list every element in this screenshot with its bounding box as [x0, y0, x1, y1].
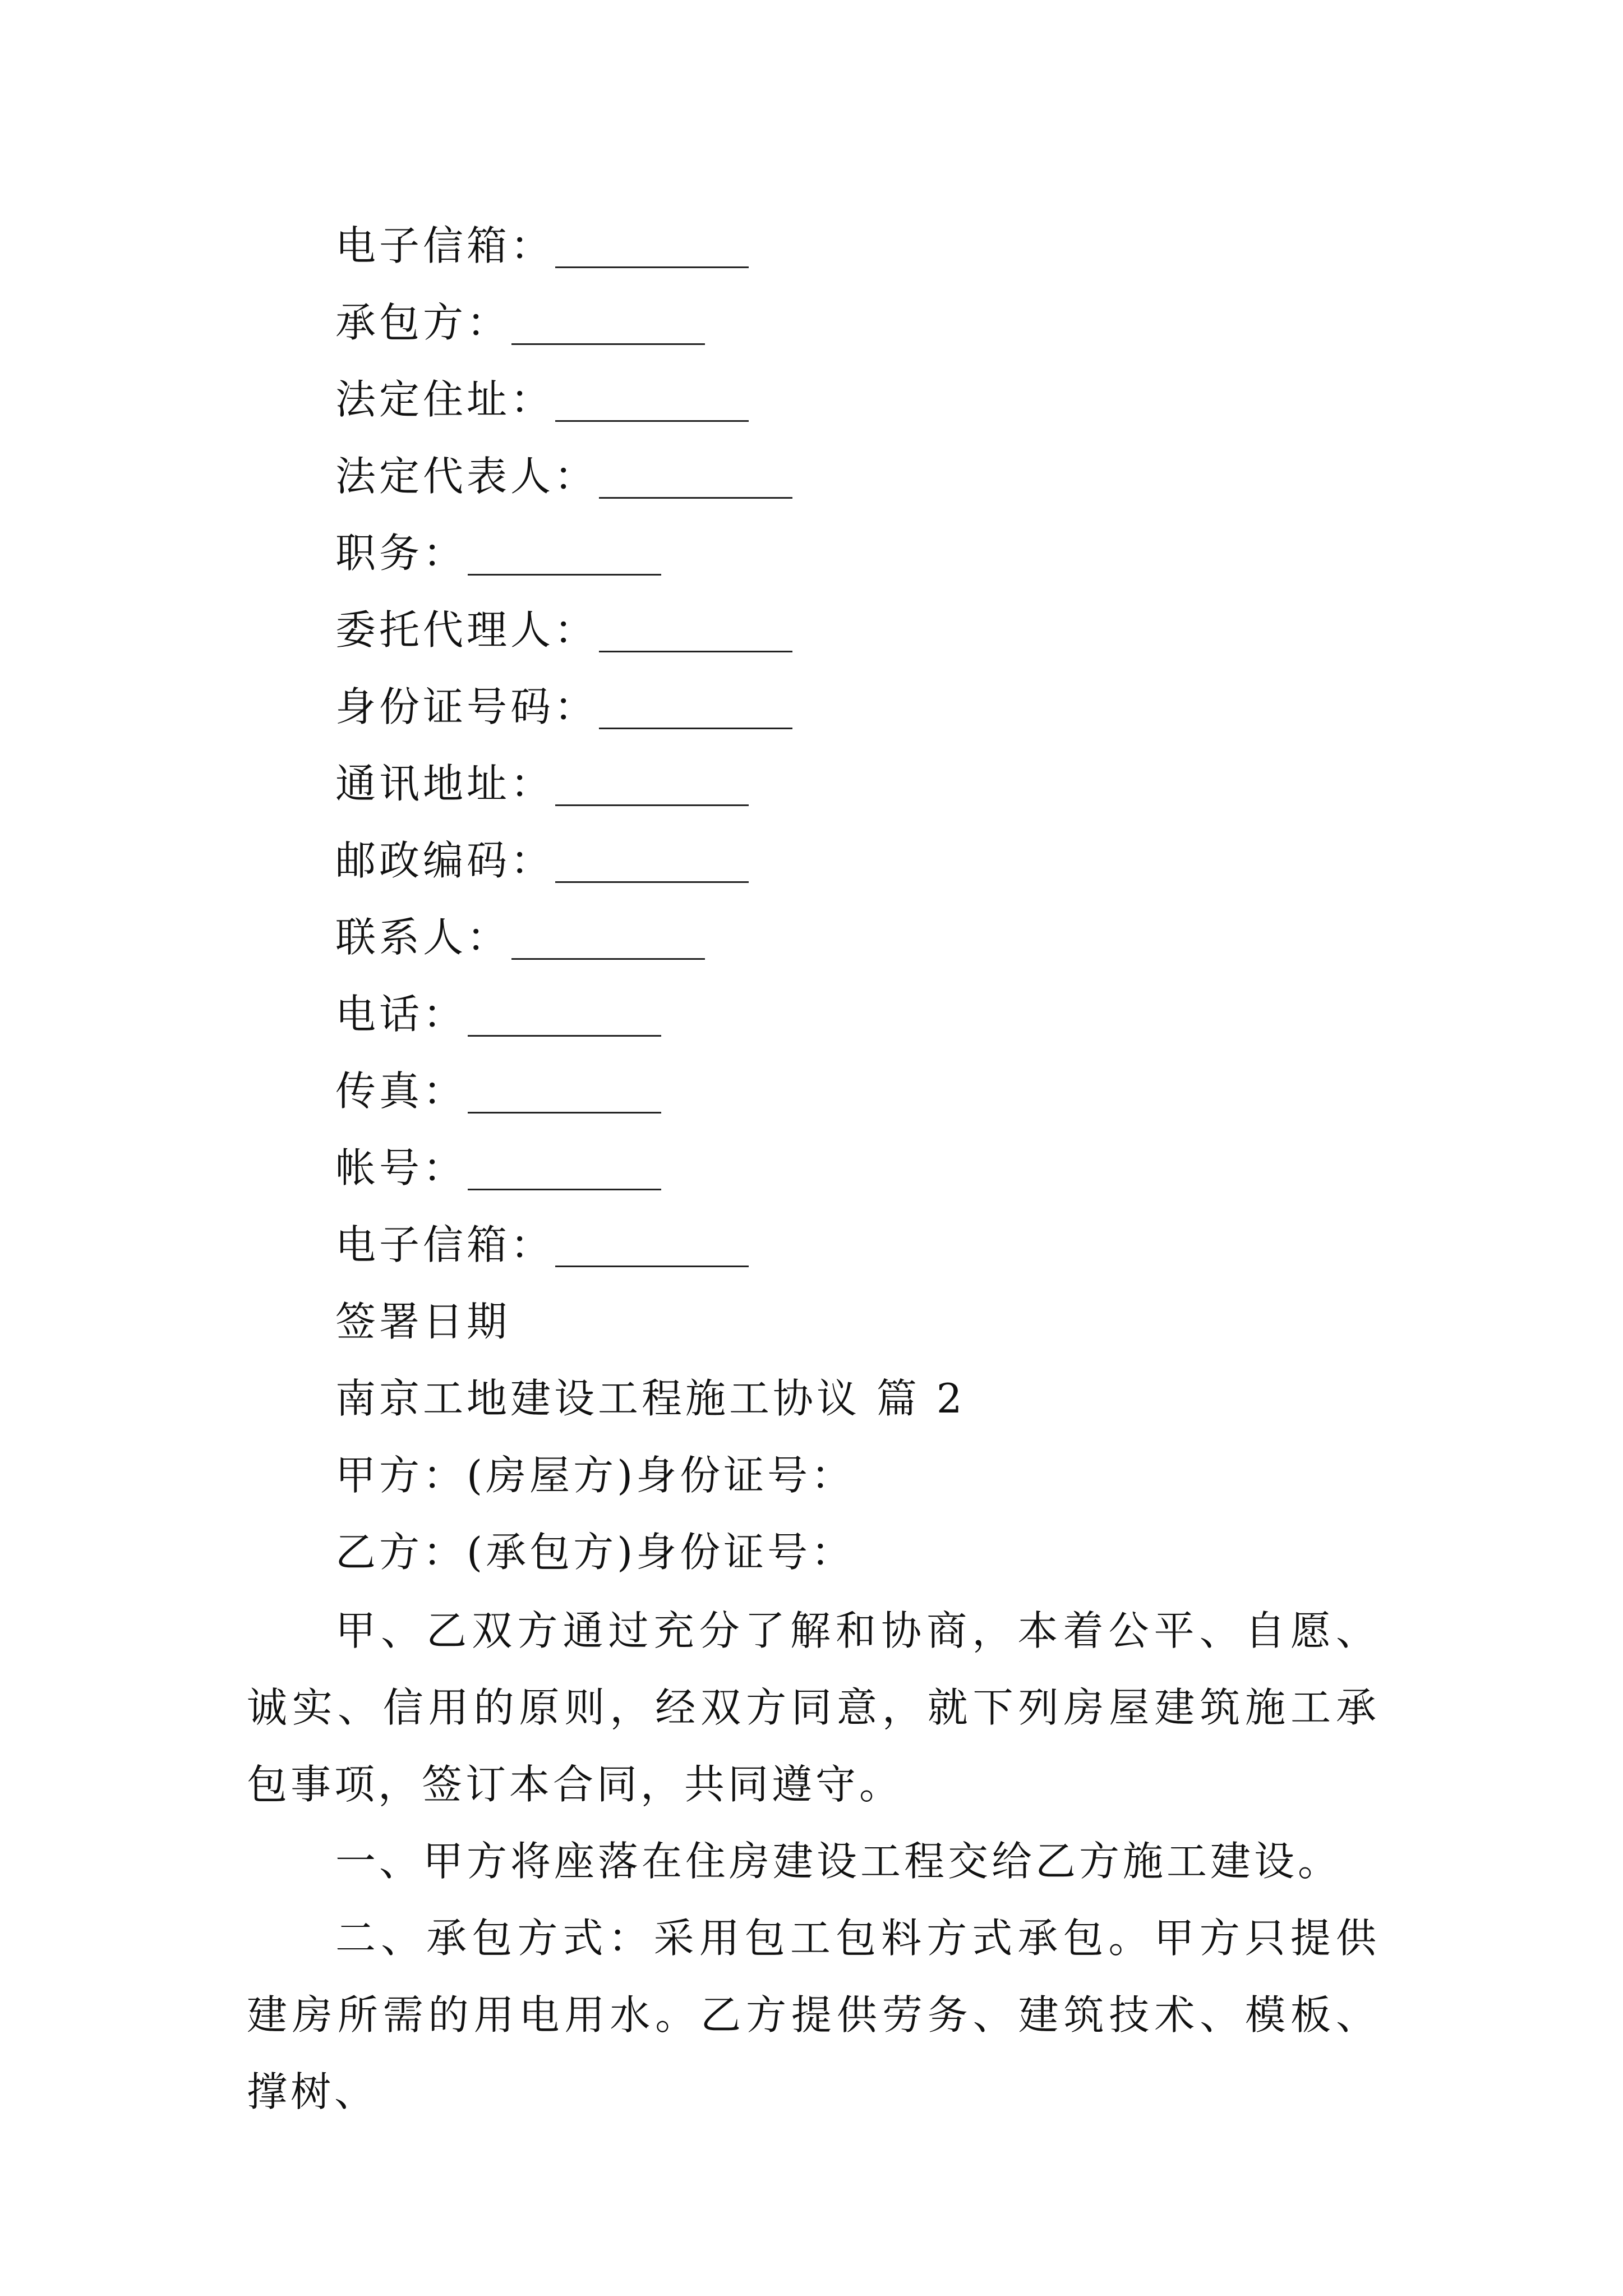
field-agent — [335, 608, 792, 652]
fill-blank — [555, 767, 749, 806]
field-fax — [335, 1069, 661, 1114]
field-contractor — [335, 300, 705, 345]
field-email-2 — [335, 1222, 749, 1267]
fill-blank — [555, 383, 749, 422]
paragraph-clause-2: 二、承包方式：采用包工包料方式承包。甲方只提供建房所需的用电用水。乙方提供劳务、建筑技术、模板、撑树、 — [247, 1915, 1380, 2115]
sign-date: 签署日期 — [335, 1298, 511, 1345]
field-label: 法定代表人： — [335, 453, 598, 500]
field-label: 职务： — [335, 530, 467, 577]
field-label: 联系人： — [335, 914, 511, 961]
field-label: 电子信箱： — [335, 1221, 555, 1268]
fill-blank — [599, 614, 792, 652]
field-label: 法定住址： — [335, 376, 555, 423]
field-position — [335, 531, 661, 576]
field-label: 通讯地址： — [335, 760, 555, 807]
fill-blank — [555, 844, 749, 883]
fill-blank — [468, 1075, 661, 1114]
field-legal-rep — [335, 454, 792, 499]
fill-blank — [511, 921, 705, 960]
fill-blank — [555, 229, 749, 268]
field-mail-address — [335, 761, 749, 806]
fill-blank — [555, 1228, 749, 1267]
fill-blank — [599, 460, 792, 499]
field-account — [335, 1145, 661, 1190]
field-email-1 — [335, 223, 749, 268]
field-legal-address — [335, 377, 749, 422]
paragraph-preamble: 甲、乙双方通过充分了解和协商，本着公平、自愿、诚实、信用的原则，经双方同意，就下列房屋建筑施工承包事项，签订本合同，共同遵守。 — [247, 1607, 1380, 1808]
paragraph-clause-1: 一、甲方将座落在住房建设工程交给乙方施工建设。 — [335, 1838, 1342, 1885]
field-label: 身份证号码： — [335, 683, 598, 730]
field-label: 承包方： — [335, 299, 511, 346]
field-id-number — [335, 684, 792, 729]
field-phone — [335, 992, 661, 1037]
field-label: 邮政编码： — [335, 837, 555, 884]
party-b-line: 乙方：(承包方)身份证号： — [335, 1529, 855, 1576]
fill-blank — [468, 998, 661, 1037]
field-label: 电子信箱： — [335, 222, 555, 269]
fill-blank — [599, 691, 792, 729]
section-title: 南京工地建设工程施工协议 篇 2 — [335, 1375, 966, 1422]
fill-blank — [511, 306, 705, 345]
fill-blank — [468, 537, 661, 576]
field-postal-code — [335, 838, 749, 883]
field-contact — [335, 915, 705, 960]
field-label: 电话： — [335, 991, 467, 1038]
party-a-line: 甲方：(房屋方)身份证号： — [335, 1452, 855, 1499]
field-label: 委托代理人： — [335, 606, 598, 654]
fill-blank — [468, 1152, 661, 1190]
field-label: 传真： — [335, 1068, 467, 1115]
field-label: 帐号： — [335, 1144, 467, 1191]
